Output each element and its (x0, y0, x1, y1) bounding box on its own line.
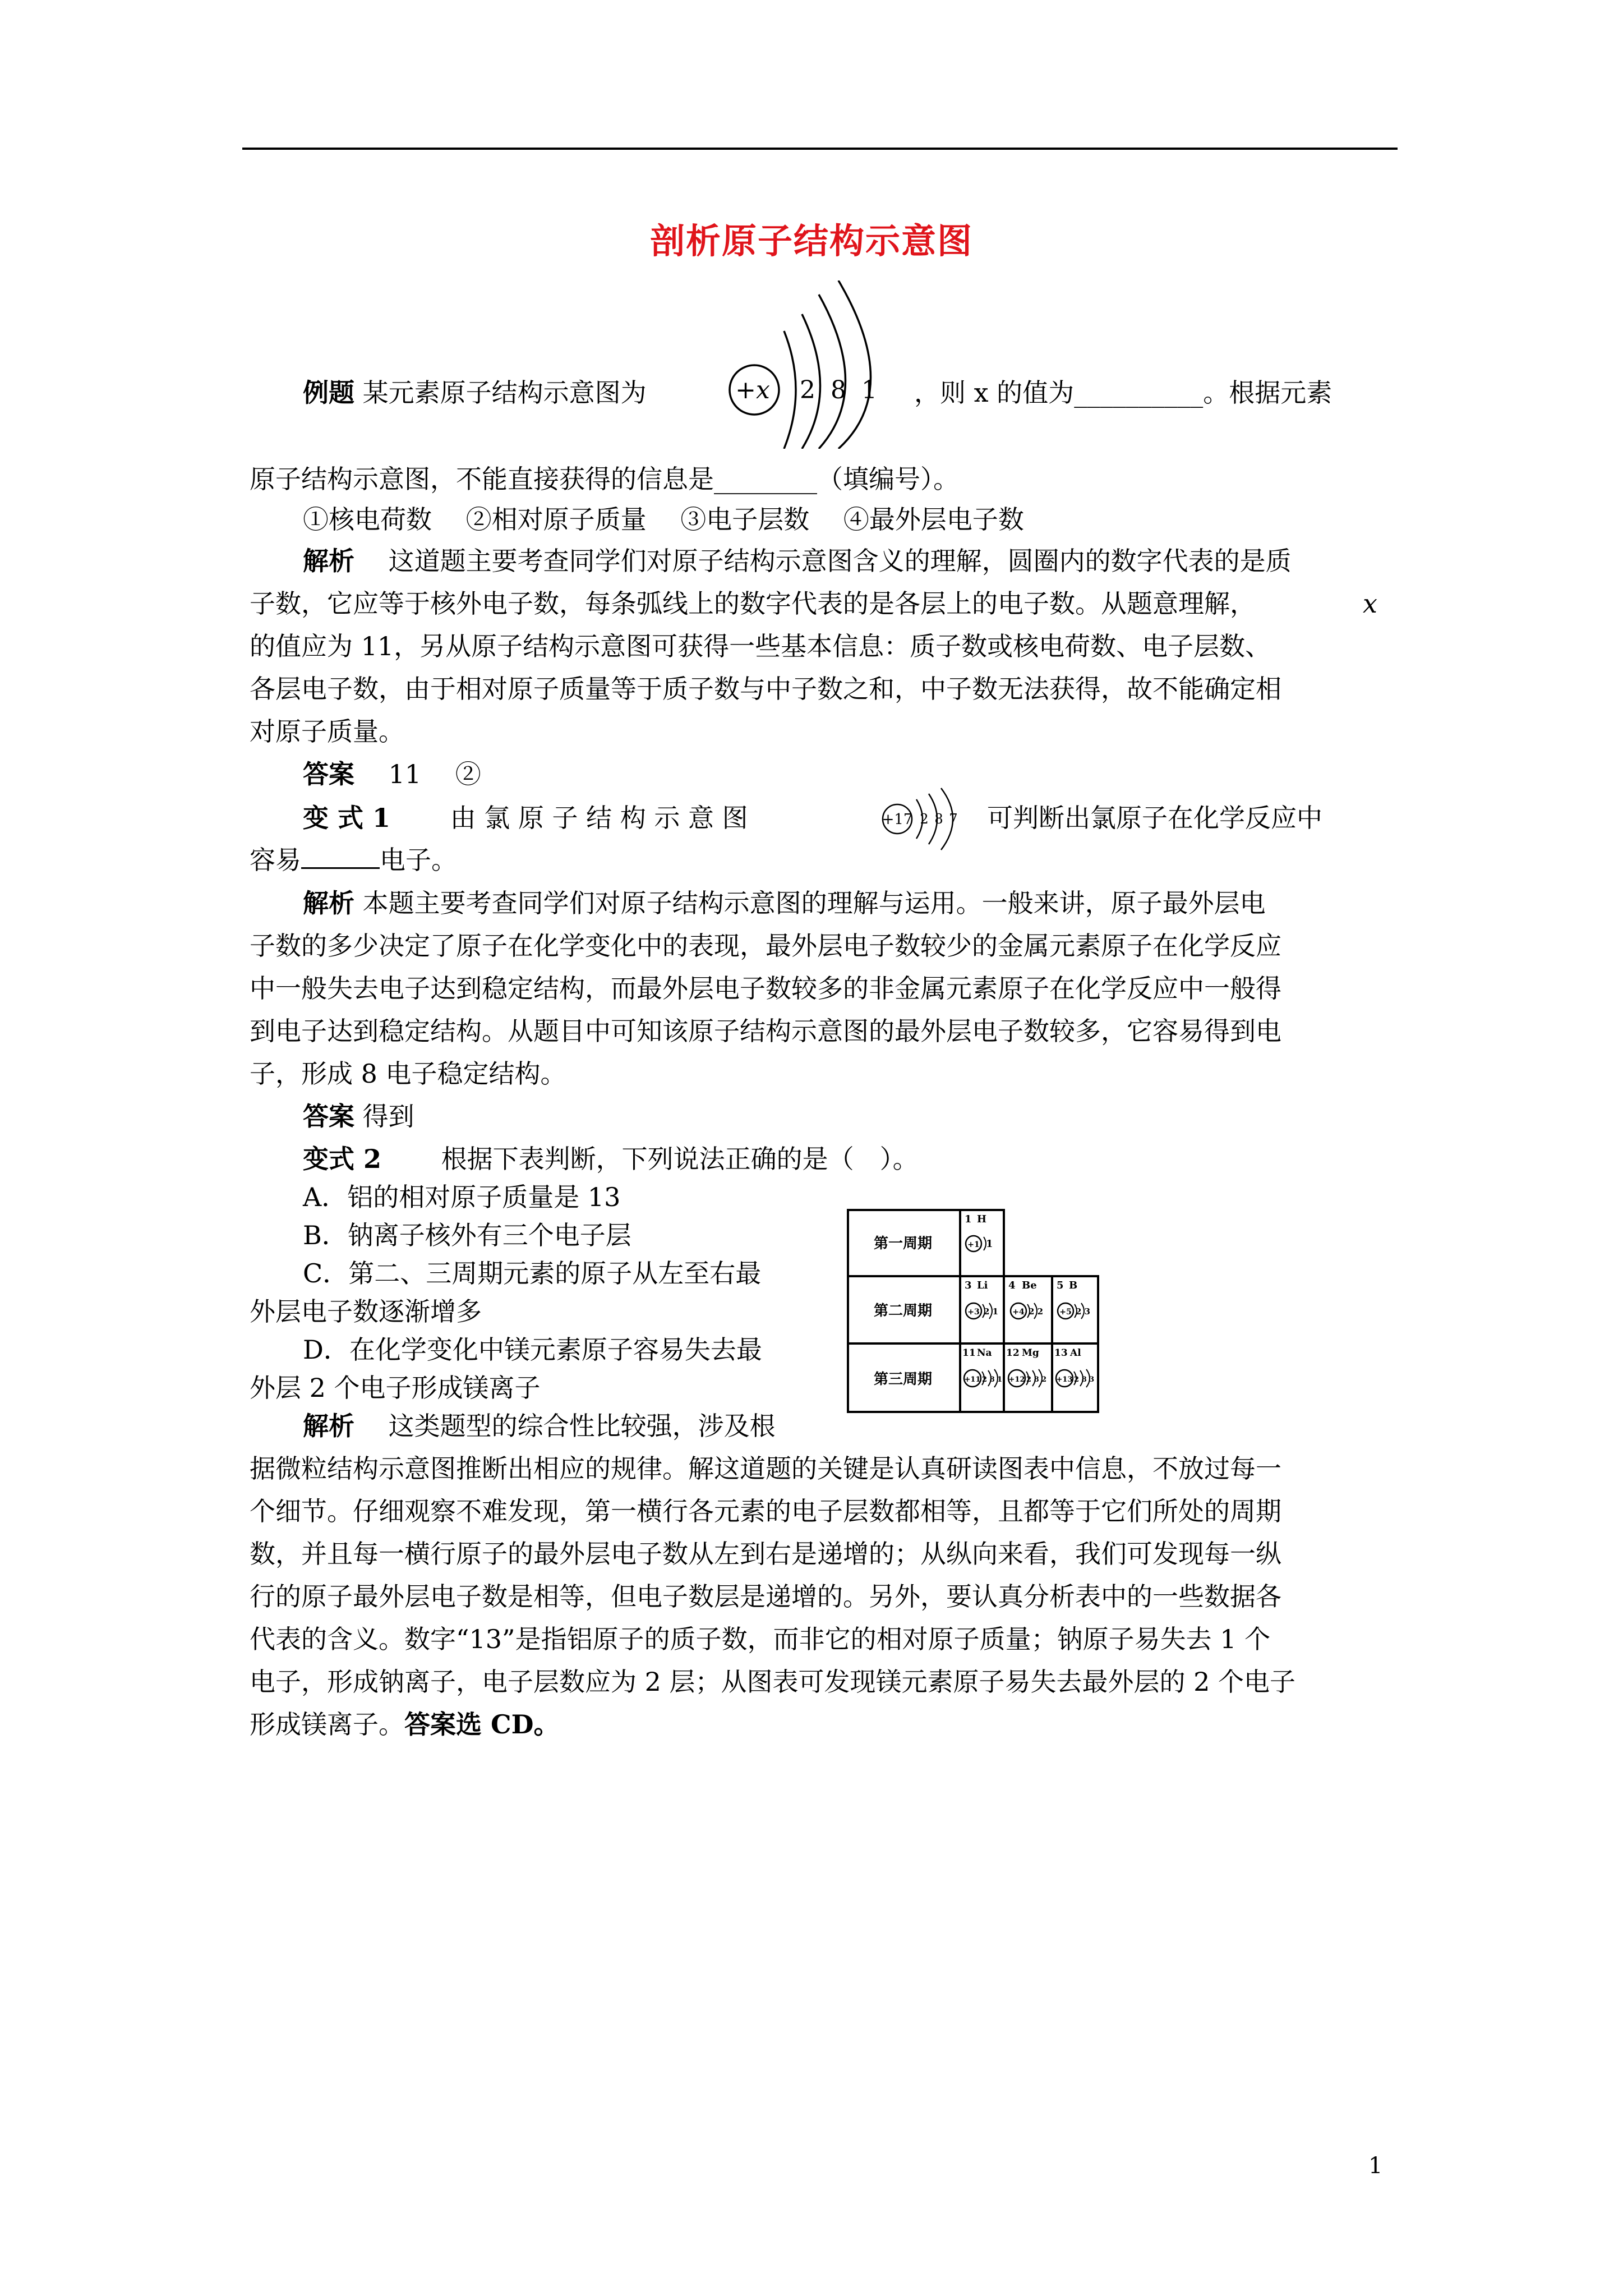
cl-shell-count-3: 7 (949, 811, 958, 827)
al-shells: 2 8 3 (1074, 1375, 1095, 1384)
analysis3-line-4: 数，并且每一横行原子的最外层电子数从左到右是递增的；从纵向来看，我们可发现每一纵 (250, 1539, 1281, 1569)
na-symbol: Na (977, 1347, 992, 1359)
analysis1-x-var: x (1363, 588, 1377, 619)
variant1-text-after: 可判断出氯原子在化学反应中 (987, 803, 1322, 833)
variant1-line-2 (250, 843, 457, 877)
shell-count-2: 8 (831, 376, 846, 404)
li-nucleus-label: +3 (967, 1308, 980, 1317)
example-text-after: ，则 x 的值为 (914, 378, 1075, 408)
analysis3-line-1 (303, 1409, 776, 1443)
analysis1-line-1 (303, 544, 1292, 578)
be-number: 4 (1008, 1280, 1016, 1291)
analysis3-first: 这类题型的综合性比较强，涉及根 (388, 1411, 776, 1441)
answer1-text: 11 ② (388, 759, 481, 789)
b-number: 5 (1057, 1280, 1064, 1291)
variant2-option-a: A．铝的相对原子质量是 13 (303, 1182, 621, 1212)
analysis2-label: 解析 (303, 888, 354, 918)
mg-symbol: Mg (1022, 1347, 1039, 1359)
example-line-2 (250, 462, 959, 496)
answer2-text: 得到 (362, 1101, 414, 1131)
answer2 (303, 1099, 414, 1133)
atom-diagram-cl (875, 785, 973, 853)
analysis1-label: 解析 (303, 546, 354, 576)
analysis3-line-3: 个细节。仔细观察不难发现，第一横行各元素的电子层数都相等，且都等于它们所处的周期 (250, 1496, 1281, 1526)
b-shells: 2 3 (1076, 1306, 1091, 1317)
analysis1-line-4: 各层电子数，由于相对原子质量等于质子数与中子数之和，中子数无法获得，故不能确定相 (250, 674, 1281, 704)
mg-nucleus-label: +12 (1008, 1375, 1025, 1384)
answer2-label: 答案 (303, 1101, 354, 1131)
variant2-line-1 (303, 1142, 919, 1176)
atom-diagram-x (723, 280, 909, 449)
variant1-line-1 (303, 801, 748, 835)
variant1-text-before: 由 氯 原 子 结 构 示 意 图 (450, 803, 748, 833)
example-line2: 原子结构示意图，不能直接获得的信息是 (250, 464, 714, 494)
example-line-1b (914, 376, 1332, 409)
shell-count-1: 2 (800, 376, 815, 404)
al-nucleus-label: +13 (1056, 1375, 1073, 1384)
analysis1-text-0: 这道题主要考查同学们对原子结构示意图含义的理解，圆圈内的数字代表的是质 (388, 546, 1292, 576)
cl-shell-count-1: 2 (920, 811, 929, 827)
shell-arc-4 (838, 280, 871, 449)
analysis2-line-4: 到电子达到稳定结构。从题目中可知该原子结构示意图的最外层电子数较多，它容易得到电 (250, 1016, 1281, 1046)
variant2-option-c: C．第二、三周期元素的原子从左至右最 (303, 1258, 762, 1289)
h-shells: 1 (986, 1238, 993, 1250)
answer1-label: 答案 (303, 759, 354, 789)
period-2-label: 第二周期 (873, 1303, 933, 1319)
variant2-option-d-cont: 外层 2 个电子形成镁离子 (250, 1373, 541, 1403)
example-label: 例题 (303, 378, 354, 408)
analysis1-line-3 (250, 629, 1271, 663)
b-symbol: B (1069, 1280, 1078, 1291)
analysis1-line-5: 对原子质量。 (250, 716, 404, 747)
mg-shells: 2 8 2 (1026, 1375, 1047, 1384)
answer1 (303, 757, 481, 791)
analysis3-line-7: 电子，形成钠离子，电子层数应为 2 层；从图表可发现镁元素原子易失去最外层的 2 个电子 (250, 1667, 1296, 1697)
mg-number: 12 (1006, 1347, 1020, 1359)
periodic-table-figure (847, 1209, 1099, 1414)
period-3-label: 第三周期 (873, 1371, 933, 1388)
page-number: 1 (1368, 2153, 1383, 2179)
variant2-option-d: D．在化学变化中镁元素原子容易失去最 (303, 1335, 762, 1365)
example-text-after2: 。根据元素 (1203, 378, 1332, 408)
analysis1-text-2: 的值应为 11，另从原子结构示意图可获得一些基本信息：质子数或核电荷数、电子层数、 (250, 631, 1271, 661)
cl-nucleus-label: +17 (882, 811, 913, 828)
na-number: 11 (962, 1347, 976, 1359)
al-number: 13 (1054, 1347, 1068, 1359)
period-1-label: 第一周期 (873, 1235, 933, 1252)
na-nucleus-label: +11 (964, 1375, 981, 1384)
b-nucleus-label: +5 (1059, 1308, 1072, 1317)
analysis3-answer: 答案选 CD。 (404, 1709, 560, 1740)
analysis2-text-0: 本题主要考查同学们对原子结构示意图的理解与运用。一般来讲，原子最外层电 (362, 888, 1266, 918)
variant2-label: 变式 2 (303, 1144, 382, 1174)
header-rule (242, 148, 1398, 150)
analysis2-line-2: 子数的多少决定了原子在化学变化中的表现，最外层电子数较少的金属元素原子在化学反应 (250, 931, 1281, 961)
example-line2-end: （填编号）。 (817, 464, 959, 494)
analysis1-line-2: 子数，它应等于核外电子数，每条弧线上的数字代表的是各层上的电子数。从题意理解， (250, 588, 1256, 619)
variant1-line2-start: 容易 (250, 845, 301, 875)
li-number: 3 (965, 1280, 972, 1291)
variant1-line2-end: 电子。 (380, 845, 457, 875)
example-line-1 (303, 376, 647, 409)
li-shells: 2 1 (984, 1306, 999, 1317)
variant1-label: 变 式 1 (303, 803, 391, 833)
analysis2-line-5: 子，形成 8 电子稳定结构。 (250, 1059, 566, 1089)
analysis3-label: 解析 (303, 1411, 354, 1441)
analysis3-line-8 (250, 1708, 560, 1741)
analysis3-line-5: 行的原子最外层电子数是相等，但电子数层是递增的。另外，要认真分析表中的一些数据各 (250, 1581, 1281, 1612)
example-text-before: 某元素原子结构示意图为 (362, 378, 647, 408)
be-symbol: Be (1022, 1280, 1037, 1291)
variant2-option-b: B．钠离子核外有三个电子层 (303, 1220, 631, 1250)
variant2-option-c-cont: 外层电子数逐渐增多 (250, 1296, 482, 1327)
shell-arc-1 (784, 331, 796, 449)
shell-arc-3 (819, 295, 846, 449)
example-blank-2: ________ (714, 464, 817, 494)
example-options: ①核电荷数 ②相对原子质量 ③电子层数 ④最外层电子数 (303, 504, 1024, 535)
analysis3-line-2: 据微粒结构示意图推断出相应的规律。解这道题的关键是认真研读图表中信息，不放过每一 (250, 1453, 1281, 1484)
li-symbol: Li (977, 1280, 988, 1291)
al-symbol: Al (1070, 1347, 1081, 1359)
variant1-blank (301, 843, 380, 869)
page-title: 剖析原子结构示意图 (649, 220, 973, 261)
variant2-question: 根据下表判断，下列说法正确的是（ ）。 (441, 1144, 919, 1174)
nucleus-label: +x (735, 376, 770, 404)
example-blank-1: __________ (1074, 378, 1204, 408)
shell-count-3: 1 (861, 376, 877, 404)
analysis3-line-6: 代表的含义。数字“13”是指铝原子的质子数，而非它的相对原子质量；钠原子易失去 1 个 (250, 1624, 1271, 1654)
be-shells: 2 2 (1029, 1306, 1044, 1317)
h-symbol: H (977, 1213, 987, 1225)
h-number: 1 (965, 1213, 972, 1225)
analysis2-line-3: 中一般失去电子达到稳定结构，而最外层电子数较多的非金属元素原子在化学反应中一般得 (250, 973, 1281, 1004)
analysis3-last-text: 形成镁离子。 (250, 1709, 404, 1740)
na-shells: 2 8 1 (982, 1375, 1003, 1384)
h-nucleus-label: +1 (967, 1240, 980, 1249)
cl-shell-count-2: 8 (934, 811, 943, 827)
be-nucleus-label: +4 (1012, 1308, 1025, 1317)
analysis2-line-1 (303, 886, 1266, 920)
